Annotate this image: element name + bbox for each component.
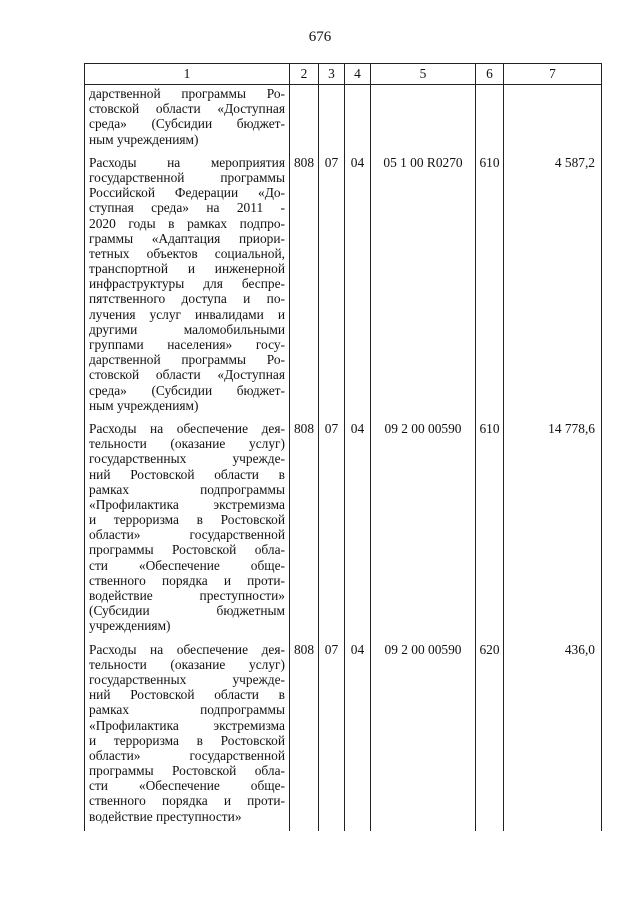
row-description <box>85 420 290 641</box>
description-line: ным учреждениям) <box>89 131 199 147</box>
table-row <box>85 85 602 154</box>
section-code-cell: 07 <box>319 154 345 420</box>
header-col-3: 3 <box>319 64 345 85</box>
table-row <box>85 641 602 831</box>
description-line: стовской области «Доступная <box>89 101 285 117</box>
description-line: дарственной программы Ро- <box>89 86 285 101</box>
row-description <box>85 85 290 154</box>
description-line: государственных учрежде- <box>89 671 285 687</box>
description-line: водействие преступности» <box>89 808 242 824</box>
description-line: ний Ростовской области в <box>89 687 285 703</box>
description-line: рамках подпрограммы <box>89 481 285 497</box>
expense-type-code-cell: 610 <box>476 154 504 420</box>
description-line: сти «Обеспечение обще- <box>89 778 285 794</box>
description-line: сти «Обеспечение обще- <box>89 557 285 573</box>
description-line: группами населения» госу- <box>89 337 285 352</box>
amount-cell: 14 778,6 <box>504 420 602 641</box>
description-line: другими маломобильными <box>89 321 285 337</box>
description-line: среда» (Субсидии бюджет- <box>89 382 285 398</box>
expense-type-code-cell: 620 <box>476 641 504 831</box>
chapter-code-cell: 808 <box>290 420 319 641</box>
description-line: среда» (Субсидии бюджет- <box>89 116 285 132</box>
table-header-row <box>85 64 602 85</box>
description-line: инфраструктуры для беспре- <box>89 276 285 292</box>
header-col-5: 5 <box>371 64 476 85</box>
description-line: ственного порядка и проти- <box>89 793 285 809</box>
description-line: области» государственной <box>89 527 285 543</box>
description-line: «Профилактика экстремизма <box>89 496 285 512</box>
description-line: (Субсидии бюджетным <box>89 603 285 619</box>
description-line: «Профилактика экстремизма <box>89 717 285 733</box>
amount-cell <box>504 85 602 154</box>
description-line: государственных учрежде- <box>89 451 285 467</box>
page-number: 676 <box>308 29 332 45</box>
description-line: граммы «Адаптация приори- <box>89 230 285 246</box>
description-line: Расходы на обеспечение дея- <box>89 641 285 657</box>
amount-cell: 436,0 <box>504 641 602 831</box>
row-description <box>85 641 290 831</box>
description-line: ным учреждениям) <box>89 397 199 413</box>
row-description <box>85 154 290 420</box>
section-code-cell: 07 <box>319 641 345 831</box>
section-code-cell <box>319 85 345 154</box>
description-line: ступная среда» на 2011 - <box>89 200 285 216</box>
header-col-6: 6 <box>476 64 504 85</box>
subsection-code-cell: 04 <box>345 641 371 831</box>
subsection-code-cell: 04 <box>345 420 371 641</box>
target-article-code-cell: 09 2 00 00590 <box>371 420 476 641</box>
description-line: тельности (оказание услуг) <box>89 436 285 452</box>
description-line: Расходы на обеспечение дея- <box>89 420 285 436</box>
table-row <box>85 420 602 641</box>
description-line: тельности (оказание услуг) <box>89 656 285 672</box>
expense-type-code-cell <box>476 85 504 154</box>
budget-table <box>84 63 602 831</box>
chapter-code-cell <box>290 85 319 154</box>
description-line: Расходы на мероприятия <box>89 154 285 170</box>
subsection-code-cell <box>345 85 371 154</box>
description-line: водействие преступности» <box>89 588 285 603</box>
description-line: программы Ростовской обла- <box>89 542 285 558</box>
target-article-code-cell: 05 1 00 R0270 <box>371 154 476 420</box>
chapter-code-cell: 808 <box>290 154 319 420</box>
description-line: программы Ростовской обла- <box>89 763 285 779</box>
header-col-2: 2 <box>290 64 319 85</box>
description-line: пятственного доступа и по- <box>89 291 285 307</box>
subsection-code-cell: 04 <box>345 154 371 420</box>
description-line: лучения услуг инвалидами и <box>89 306 285 322</box>
description-line: 2020 годы в рамках подпро- <box>89 215 285 231</box>
description-line: дарственной программы Ро- <box>89 352 285 368</box>
header-col-7: 7 <box>504 64 602 85</box>
header-col-1: 1 <box>85 64 290 85</box>
description-line: транспортной и инженерной <box>89 261 285 277</box>
expense-type-code-cell: 610 <box>476 420 504 641</box>
description-line: стовской области «Доступная <box>89 367 285 383</box>
description-line: и терроризма в Ростовской <box>89 732 285 748</box>
description-line: тетных объектов социальной, <box>89 245 285 261</box>
description-line: государственной программы <box>89 169 285 185</box>
amount-cell: 4 587,2 <box>504 154 602 420</box>
description-line: Российской Федерации «До- <box>89 185 285 201</box>
chapter-code-cell: 808 <box>290 641 319 831</box>
table-row <box>85 154 602 420</box>
description-line: и терроризма в Ростовской <box>89 512 285 528</box>
section-code-cell: 07 <box>319 420 345 641</box>
description-line: ственного порядка и проти- <box>89 572 285 588</box>
description-line: области» государственной <box>89 747 285 763</box>
description-line: рамках подпрограммы <box>89 702 285 718</box>
description-line: ний Ростовской области в <box>89 466 285 482</box>
header-col-4: 4 <box>345 64 371 85</box>
description-line: учреждениям) <box>89 618 171 634</box>
target-article-code-cell: 09 2 00 00590 <box>371 641 476 831</box>
target-article-code-cell <box>371 85 476 154</box>
